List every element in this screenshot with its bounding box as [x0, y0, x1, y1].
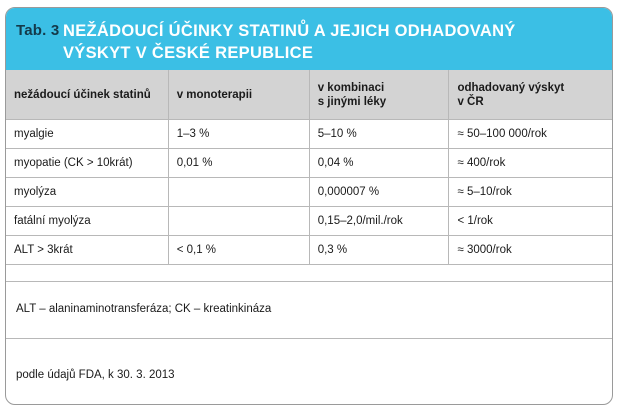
cell-side-effect: myolýza — [6, 178, 168, 207]
cell-estimated-incidence: ≈ 50–100 000/rok — [449, 120, 612, 149]
cell-estimated-incidence: ≈ 400/rok — [449, 149, 612, 178]
cell-side-effect: fatální myolýza — [6, 207, 168, 236]
cell-combination: 5–10 % — [309, 120, 449, 149]
cell-monotherapy: 1–3 % — [168, 120, 309, 149]
table-row — [6, 149, 612, 178]
column-header-monotherapy: v monoterapii — [168, 70, 309, 120]
cell-monotherapy: < 0,1 % — [168, 236, 309, 265]
source-note: podle údajů FDA, k 30. 3. 2013 — [16, 369, 175, 381]
cell-monotherapy — [168, 207, 309, 236]
cell-side-effect: ALT > 3krát — [6, 236, 168, 265]
column-header-estimated-incidence: odhadovaný výskyt v ČR — [449, 70, 612, 120]
table-row — [6, 236, 612, 265]
cell-estimated-incidence: ≈ 5–10/rok — [449, 178, 612, 207]
column-header-side-effect: nežádoucí účinek statinů — [6, 70, 168, 120]
cell-combination: 0,15–2,0/mil./rok — [309, 207, 449, 236]
cell-side-effect: myopatie (CK > 10krát) — [6, 149, 168, 178]
cell-monotherapy: 0,01 % — [168, 149, 309, 178]
cell-monotherapy — [168, 178, 309, 207]
cell-side-effect: myalgie — [6, 120, 168, 149]
table-row — [6, 207, 612, 236]
table-row — [6, 120, 612, 149]
section-divider — [6, 281, 612, 282]
cell-estimated-incidence: ≈ 3000/rok — [449, 236, 612, 265]
table-row — [6, 178, 612, 207]
table-number-label: Tab. 3 — [16, 22, 60, 39]
table-header-row — [6, 70, 612, 120]
cell-combination: 0,000007 % — [309, 178, 449, 207]
table-frame — [5, 7, 613, 405]
cell-estimated-incidence: < 1/rok — [449, 207, 612, 236]
column-header-combination: v kombinaci s jinými léky — [309, 70, 449, 120]
side-effects-table — [6, 70, 612, 265]
cell-combination: 0,3 % — [309, 236, 449, 265]
table-header-bar — [6, 8, 612, 70]
table-title: NEŽÁDOUCÍ ÚČINKY STATINŮ A JEJICH ODHADOVANÝ VÝSKYT V ČESKÉ REPUBLICE — [63, 22, 516, 62]
cell-combination: 0,04 % — [309, 149, 449, 178]
section-divider — [6, 338, 612, 339]
abbreviations-note: ALT – alaninaminotransferáza; CK – kreatinkináza — [16, 303, 272, 315]
